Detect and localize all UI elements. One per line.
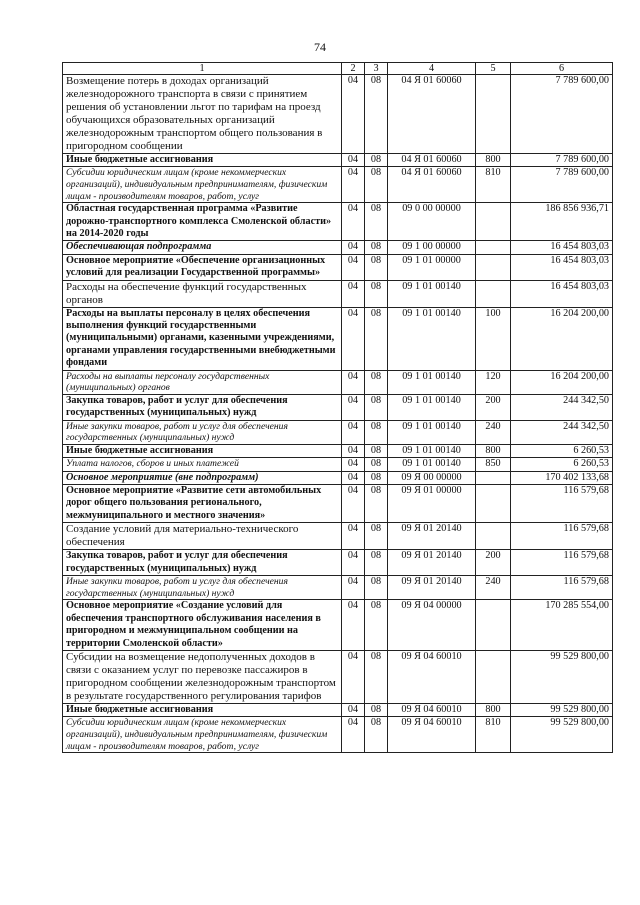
table-row [63,600,613,651]
target-article-cell: 09 1 01 00000 [388,254,476,280]
target-article-cell: 09 Я 00 00000 [388,471,476,484]
target-article-cell: 09 1 01 00140 [388,420,476,444]
subsection-code-cell: 08 [365,703,388,716]
table-row [63,458,613,471]
section-code-cell: 04 [342,550,365,576]
table-row [63,241,613,254]
amount-cell: 186 856 936,71 [511,203,613,241]
subsection-code-cell: 08 [365,550,388,576]
subsection-code-cell: 08 [365,167,388,203]
section-code-cell: 04 [342,717,365,753]
expense-type-cell: 800 [476,703,511,716]
table-row [63,75,613,154]
section-code-cell: 04 [342,370,365,394]
table-row [63,576,613,600]
row-name-cell: Областная государственная программа «Развитие дорожно-транспортного комплекса Смоленской области» на 2014-2020 годы [63,203,342,241]
amount-cell: 7 789 600,00 [511,154,613,167]
row-name-cell: Иные бюджетные ассигнования [63,444,342,457]
expense-type-cell: 240 [476,420,511,444]
table-row [63,444,613,457]
subsection-code-cell: 08 [365,394,388,420]
target-article-cell: 09 Я 04 00000 [388,600,476,651]
row-name-cell: Иные закупки товаров, работ и услуг для обеспечения государственных (муниципальных) нужд [63,576,342,600]
target-article-cell: 09 Я 04 60010 [388,650,476,703]
table-header-row [63,63,613,75]
subsection-code-cell: 08 [365,650,388,703]
amount-cell: 244 342,50 [511,420,613,444]
row-name-cell: Субсидии юридическим лицам (кроме некоммерческих организаций), индивидуальным предпринимателям, физическим лицам - производителям товаров, работ, услуг [63,717,342,753]
header-col-6: 6 [511,63,613,75]
row-name-cell: Основное мероприятие «Развитие сети автомобильных дорог общего пользования регионального, межмуниципального и местного значения» [63,485,342,523]
target-article-cell: 04 Я 01 60060 [388,75,476,154]
table-row [63,485,613,523]
row-name-cell: Расходы на выплаты персоналу государственных (муниципальных) органов [63,370,342,394]
table-row [63,550,613,576]
subsection-code-cell: 08 [365,420,388,444]
expense-type-cell: 200 [476,550,511,576]
expense-type-cell [476,600,511,651]
section-code-cell: 04 [342,203,365,241]
section-code-cell: 04 [342,241,365,254]
expense-type-cell [476,203,511,241]
header-col-1: 1 [63,63,342,75]
table-row [63,370,613,394]
subsection-code-cell: 08 [365,280,388,307]
section-code-cell: 04 [342,444,365,457]
budget-table [62,62,613,753]
table-row [63,307,613,370]
expense-type-cell: 100 [476,307,511,370]
subsection-code-cell: 08 [365,444,388,457]
row-name-cell: Расходы на выплаты персоналу в целях обеспечения выполнения функций государственными (муниципальными) органами, казенными учреждениями, органами управления государственными внебюджетными фондами [63,307,342,370]
header-col-5: 5 [476,63,511,75]
row-name-cell: Обеспечивающая подпрограмма [63,241,342,254]
section-code-cell: 04 [342,394,365,420]
expense-type-cell: 240 [476,576,511,600]
expense-type-cell: 200 [476,394,511,420]
amount-cell: 16 454 803,03 [511,254,613,280]
expense-type-cell: 810 [476,167,511,203]
expense-type-cell [476,650,511,703]
section-code-cell: 04 [342,471,365,484]
target-article-cell: 09 1 01 00140 [388,370,476,394]
header-col-3: 3 [365,63,388,75]
subsection-code-cell: 08 [365,523,388,550]
section-code-cell: 04 [342,576,365,600]
table-row [63,280,613,307]
target-article-cell: 09 Я 01 20140 [388,550,476,576]
target-article-cell: 09 1 01 00140 [388,307,476,370]
expense-type-cell: 120 [476,370,511,394]
header-col-2: 2 [342,63,365,75]
row-name-cell: Закупка товаров, работ и услуг для обеспечения государственных (муниципальных) нужд [63,394,342,420]
amount-cell: 99 529 800,00 [511,650,613,703]
row-name-cell: Иные бюджетные ассигнования [63,703,342,716]
expense-type-cell: 800 [476,154,511,167]
table-row [63,717,613,753]
table-row [63,703,613,716]
table-row [63,650,613,703]
subsection-code-cell: 08 [365,485,388,523]
table-row [63,394,613,420]
target-article-cell: 09 1 01 00140 [388,458,476,471]
target-article-cell: 09 Я 04 60010 [388,717,476,753]
section-code-cell: 04 [342,167,365,203]
table-row [63,203,613,241]
table-row [63,523,613,550]
row-name-cell: Основное мероприятие (вне подпрограмм) [63,471,342,484]
row-name-cell: Возмещение потерь в доходах организаций железнодорожного транспорта в связи с принятием решения об установлении льгот по тарифам на проезд обучающихся образовательных организаций железнодорожным транспортом общего пользования в пригородном сообщении [63,75,342,154]
amount-cell: 244 342,50 [511,394,613,420]
section-code-cell: 04 [342,523,365,550]
subsection-code-cell: 08 [365,75,388,154]
expense-type-cell [476,280,511,307]
table-row [63,154,613,167]
page-number: 74 [314,40,326,54]
expense-type-cell: 850 [476,458,511,471]
expense-type-cell [476,471,511,484]
target-article-cell: 04 Я 01 60060 [388,167,476,203]
amount-cell: 170 285 554,00 [511,600,613,651]
subsection-code-cell: 08 [365,717,388,753]
table-row [63,420,613,444]
amount-cell: 16 204 200,00 [511,307,613,370]
target-article-cell: 09 Я 04 60010 [388,703,476,716]
table-row [63,254,613,280]
amount-cell: 16 454 803,03 [511,280,613,307]
amount-cell: 16 204 200,00 [511,370,613,394]
row-name-cell: Основное мероприятие «Создание условий для обеспечения транспортного обслуживания населения в пригородном и межмуниципальном сообщении на территории Смоленской области» [63,600,342,651]
subsection-code-cell: 08 [365,458,388,471]
row-name-cell: Закупка товаров, работ и услуг для обеспечения государственных (муниципальных) нужд [63,550,342,576]
section-code-cell: 04 [342,703,365,716]
row-name-cell: Субсидии на возмещение недополученных доходов в связи с оказанием услуг по перевозке пассажиров в пригородном сообщении железнодорожным транспортом в результате государственного регулирования тарифов [63,650,342,703]
expense-type-cell [476,75,511,154]
amount-cell: 7 789 600,00 [511,167,613,203]
amount-cell: 6 260,53 [511,458,613,471]
amount-cell: 116 579,68 [511,576,613,600]
target-article-cell: 04 Я 01 60060 [388,154,476,167]
row-name-cell: Иные закупки товаров, работ и услуг для обеспечения государственных (муниципальных) нужд [63,420,342,444]
expense-type-cell [476,241,511,254]
amount-cell: 116 579,68 [511,485,613,523]
target-article-cell: 09 1 01 00140 [388,280,476,307]
section-code-cell: 04 [342,485,365,523]
expense-type-cell [476,485,511,523]
table-row [63,471,613,484]
target-article-cell: 09 Я 01 20140 [388,523,476,550]
amount-cell: 16 454 803,03 [511,241,613,254]
row-name-cell: Создание условий для материально-технического обеспечения [63,523,342,550]
target-article-cell: 09 Я 01 20140 [388,576,476,600]
amount-cell: 99 529 800,00 [511,703,613,716]
section-code-cell: 04 [342,280,365,307]
table-row [63,167,613,203]
expense-type-cell: 810 [476,717,511,753]
row-name-cell: Иные бюджетные ассигнования [63,154,342,167]
header-col-4: 4 [388,63,476,75]
amount-cell: 116 579,68 [511,523,613,550]
row-name-cell: Основное мероприятие «Обеспечение организационных условий для реализации Государственной программы» [63,254,342,280]
amount-cell: 170 402 133,68 [511,471,613,484]
section-code-cell: 04 [342,600,365,651]
section-code-cell: 04 [342,458,365,471]
expense-type-cell: 800 [476,444,511,457]
section-code-cell: 04 [342,650,365,703]
section-code-cell: 04 [342,154,365,167]
subsection-code-cell: 08 [365,600,388,651]
subsection-code-cell: 08 [365,471,388,484]
row-name-cell: Расходы на обеспечение функций государственных органов [63,280,342,307]
target-article-cell: 09 1 00 00000 [388,241,476,254]
section-code-cell: 04 [342,307,365,370]
subsection-code-cell: 08 [365,203,388,241]
expense-type-cell [476,254,511,280]
subsection-code-cell: 08 [365,576,388,600]
subsection-code-cell: 08 [365,154,388,167]
amount-cell: 116 579,68 [511,550,613,576]
subsection-code-cell: 08 [365,307,388,370]
target-article-cell: 09 1 01 00140 [388,394,476,420]
section-code-cell: 04 [342,420,365,444]
amount-cell: 7 789 600,00 [511,75,613,154]
section-code-cell: 04 [342,254,365,280]
subsection-code-cell: 08 [365,241,388,254]
subsection-code-cell: 08 [365,254,388,280]
target-article-cell: 09 Я 01 00000 [388,485,476,523]
amount-cell: 99 529 800,00 [511,717,613,753]
amount-cell: 6 260,53 [511,444,613,457]
expense-type-cell [476,523,511,550]
row-name-cell: Субсидии юридическим лицам (кроме некоммерческих организаций), индивидуальным предпринимателям, физическим лицам - производителям товаров, работ, услуг [63,167,342,203]
target-article-cell: 09 1 01 00140 [388,444,476,457]
section-code-cell: 04 [342,75,365,154]
subsection-code-cell: 08 [365,370,388,394]
row-name-cell: Уплата налогов, сборов и иных платежей [63,458,342,471]
target-article-cell: 09 0 00 00000 [388,203,476,241]
